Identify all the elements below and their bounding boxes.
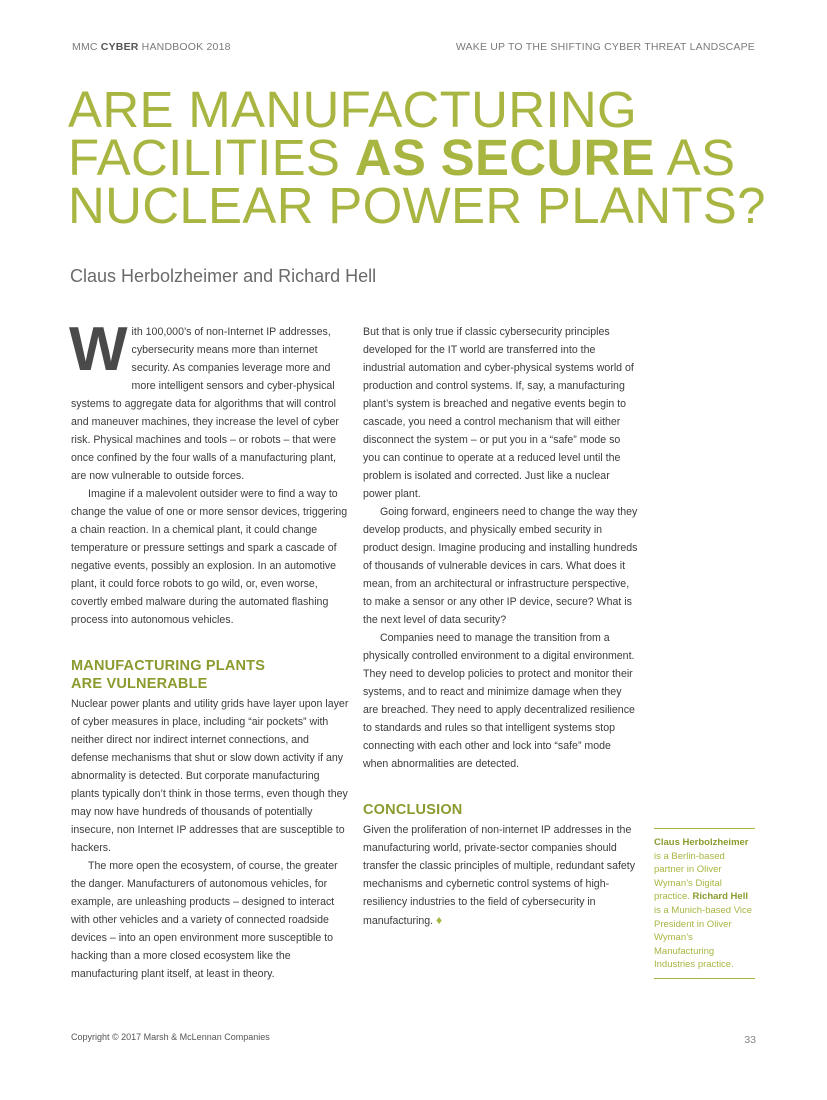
drop-cap: W bbox=[69, 315, 128, 384]
title-line-2: FACILITIES AS SECURE AS bbox=[68, 129, 736, 186]
article-column-1 bbox=[69, 315, 349, 983]
byline: Claus Herbolzheimer and Richard Hell bbox=[70, 266, 377, 286]
author-name: Richard Hell bbox=[692, 891, 748, 903]
author-bio-sidebar: Claus Herbolzheimer is a Berlin-based partner in Oliver Wyman’s Digital practice. Richard Hell is a Munich-based Vice President in Oliver Wyman’s Manufacturing Industries practice. bbox=[654, 828, 755, 979]
section-heading-conclusion: CONCLUSION bbox=[363, 802, 463, 818]
author-name: Claus Herbolzheimer bbox=[654, 837, 749, 848]
paragraph: But that is only true if classic cybersecurity principles developed for the IT world are transferred into the industrial automation and cyber-physical systems world of production and control systems. If, say, a manufacturing plant’s system is breached and negative events begin to cascade, you need a control mechanism that will either disconnect the system – or put you in a “safe” mode so you can continue to operate at a reduced level until the problem is isolated and corrected. Just like a nuclear power plant. bbox=[363, 326, 634, 500]
running-header-bold: CYBER bbox=[100, 41, 139, 53]
paragraph: With 100,000’s of non-Internet IP addresses, cybersecurity means more than internet security. As companies leverage more and more intelligent sensors and cyber-physical systems to aggregate data for algorithms that will control and maneuver machines, they increase the level of cyber risk. Physical machines and tools – or robots – that were once confined by the four walls of a manufacturing plant, are now vulnerable to outside forces. bbox=[69, 315, 339, 482]
page-number: 33 bbox=[744, 1034, 756, 1046]
paragraph: Nuclear power plants and utility grids have layer upon layer of cyber measures in place, including “air pockets” with neither direct nor indirect internet connections, and defense mechanisms that shut or slow down activity if any abnormality is detected. But corporate manufacturing plants typically don’t think in those terms, even though they may now have hundreds of thousands of potentially insecure, non Internet IP addresses that are susceptible to hackers. bbox=[71, 698, 349, 854]
article-title bbox=[68, 81, 768, 234]
copyright-notice: Copyright © 2017 Marsh & McLennan Companies bbox=[71, 1032, 270, 1042]
paragraph: The more open the ecosystem, of course, the greater the danger. Manufacturers of autonomous vehicles, for example, are unleashing products – designed to interact with other vehicles and a variety of connected roadside devices – into an open environment more susceptible to hacking than a more closed ecosystem like the manufacturing plant itself, at least in theory. bbox=[71, 860, 338, 980]
paragraph: Given the proliferation of non-internet IP addresses in the manufacturing world, private-sector companies should transfer the classic principles of multiple, redundant safety mechanisms and cybernetic control systems of high-resiliency industries to the field of cybersecurity in manufacturing. ♦ bbox=[363, 824, 636, 927]
title-line-1: ARE MANUFACTURING bbox=[68, 81, 637, 138]
paragraph: Imagine if a malevolent outsider were to find a way to change the value of one or more sensor devices, triggering a chain reaction. In a chemical plant, it could change temperature or pressure settings and spark a cascade of negative events, possibly an explosion. In an automotive plant, it could force robots to go wild, or, even worse, covertly embed malware during the automated flashing process into autonomous vehicles. bbox=[71, 488, 348, 626]
title-line-3: NUCLEAR POWER PLANTS? bbox=[68, 177, 766, 234]
article-column-2 bbox=[363, 323, 639, 930]
section-heading: MANUFACTURING PLANTS ARE VULNERABLE bbox=[71, 658, 266, 692]
paragraph: Companies need to manage the transition from a physically controlled environment to a digital environment. They need to develop policies to protect and monitor their systems, and to react and minimize damage when they are breached. They need to apply decentralized resilience to standards and rules so that intelligent systems stop connecting with each other and lock into “safe” mode when abnormalities are detected. bbox=[363, 632, 635, 770]
running-header-left: MMC CYBER HANDBOOK 2018 bbox=[72, 41, 231, 53]
end-mark-icon: ♦ bbox=[436, 913, 443, 927]
paragraph: Going forward, engineers need to change the way they develop products, and physically embed security in product design. Imagine producing and installing hundreds of thousands of vulnerable devices in cars. What does it mean, from an architectural or infrastructure perspective, to make a sensor or any other IP device, secure? What is the next level of data security? bbox=[363, 506, 638, 626]
running-header-right: WAKE UP TO THE SHIFTING CYBER THREAT LANDSCAPE bbox=[455, 41, 755, 53]
